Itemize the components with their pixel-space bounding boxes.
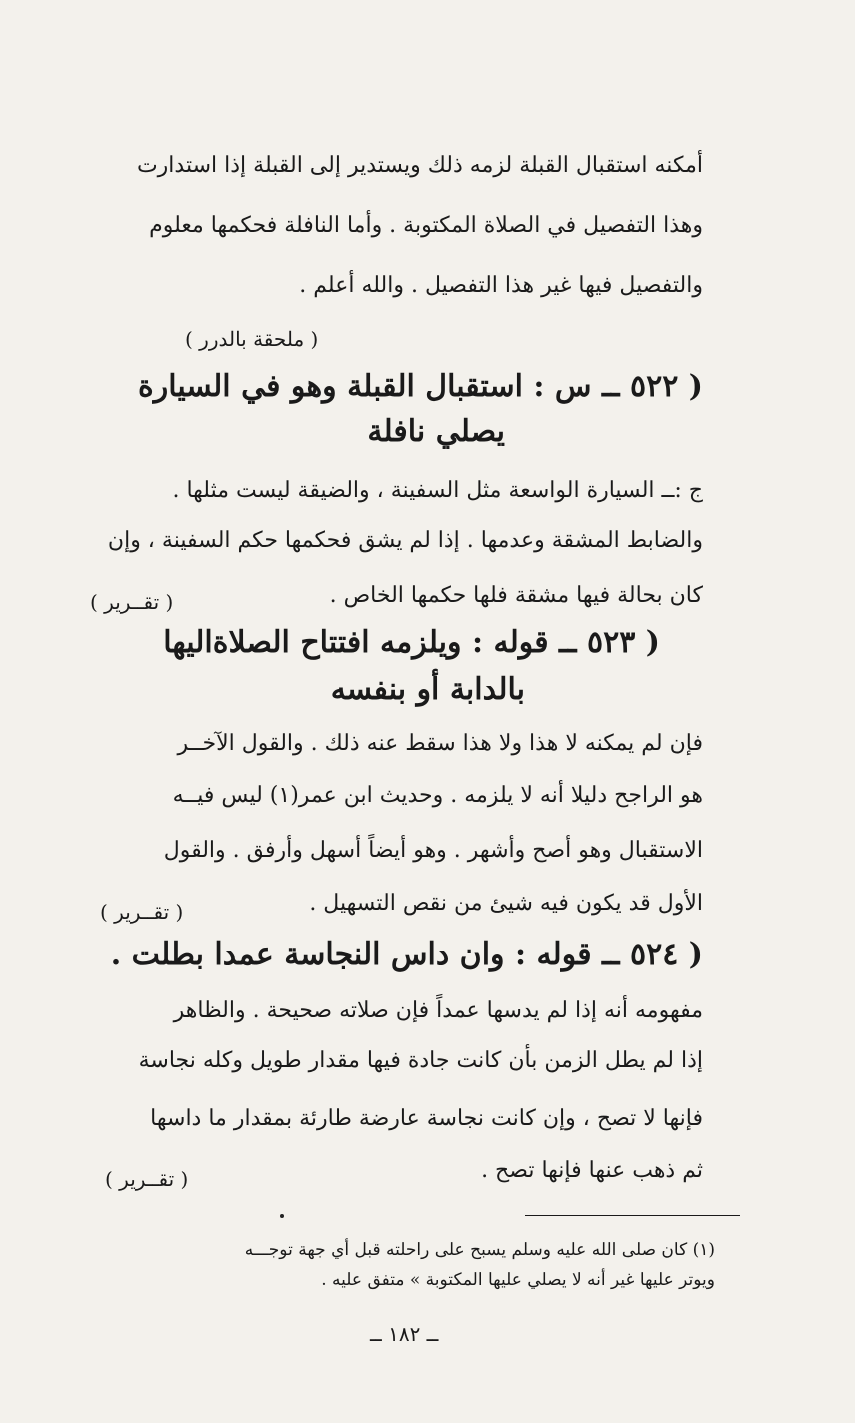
section-524-body-line-3: فإنها لا تصح ، وإن كانت نجاسة عارضة طارئة بمقدار ما داسها (150, 1106, 703, 1131)
section-523-heading-line-2: بالدابة أو بنفسه (330, 672, 525, 707)
section-523-heading-line-1: ( ٥٢٣ ــ قوله : ويلزمه افتتاح الصلاةاليها (163, 625, 660, 660)
section-524-body-line-2: إذا لم يطل الزمن بأن كانت جادة فيها مقدار طويل وكله نجاسة (138, 1048, 703, 1073)
footnote-separator (525, 1215, 740, 1216)
section-522-body-line-2: والضابط المشقة وعدمها . إذا لم يشق فحكمها حكم السفينة ، وإن (107, 528, 703, 553)
intro-line-2: وهذا التفصيل في الصلاة المكتوبة . وأما النافلة فحكمها معلوم (149, 213, 703, 238)
section-524-heading-line-1: ( ٥٢٤ ــ قوله : وان داس النجاسة عمدا بطلت . (110, 937, 703, 972)
section-522-body-line-1: ج :ــ السيارة الواسعة مثل السفينة ، والضيقة ليست مثلها . (172, 478, 703, 503)
section-524-body-line-1: مفهومه أنه إذا لم يدسها عمداً فإن صلاته صحيحة . والظاهر (173, 998, 703, 1023)
print-speck (280, 1214, 284, 1218)
section-523-body-line-1: فإن لم يمكنه لا هذا ولا هذا سقط عنه ذلك . والقول الآخــر (177, 731, 703, 756)
intro-source-tag: ( ملحقة بالدرر ) (185, 327, 319, 351)
section-523-body-line-4: الأول قد يكون فيه شيئ من نقص التسهيل . (309, 891, 703, 916)
footnote-line-2: ويوتر عليها غير أنه لا يصلي عليها المكتوبة » متفق عليه . (321, 1270, 715, 1290)
section-524-body-line-4: ثم ذهب عنها فإنها تصح . (481, 1158, 703, 1183)
section-522-heading-line-1: ( ٥٢٢ ــ س : استقبال القبلة وهو في السيارة (137, 369, 703, 404)
section-522-heading-line-2: يصلي نافلة (367, 414, 505, 449)
section-522-body-line-3: كان بحالة فيها مشقة فلها حكمها الخاص . (329, 583, 703, 608)
section-522-source-tag: ( تقــرير ) (90, 590, 174, 614)
section-523-source-tag: ( تقــرير ) (100, 900, 184, 924)
intro-line-3: والتفصيل فيها غير هذا التفصيل . والله أعلم . (299, 273, 703, 298)
section-523-body-line-3: الاستقبال وهو أصح وأشهر . وهو أيضاً أسهل وأرفق . والقول (163, 838, 703, 863)
section-523-body-line-2: هو الراجح دليلا أنه لا يلزمه . وحديث ابن عمر(١) ليس فيــه (172, 783, 703, 808)
section-524-source-tag: ( تقــرير ) (105, 1167, 189, 1191)
footnote-line-1: (١) كان صلى الله عليه وسلم يسبح على راحلته قبل أي جهة توجـــه (244, 1240, 715, 1260)
page-number: ــ ١٨٢ ــ (370, 1322, 439, 1346)
intro-line-1: أمكنه استقبال القبلة لزمه ذلك ويستدير إلى القبلة إذا استدارت (136, 153, 703, 178)
